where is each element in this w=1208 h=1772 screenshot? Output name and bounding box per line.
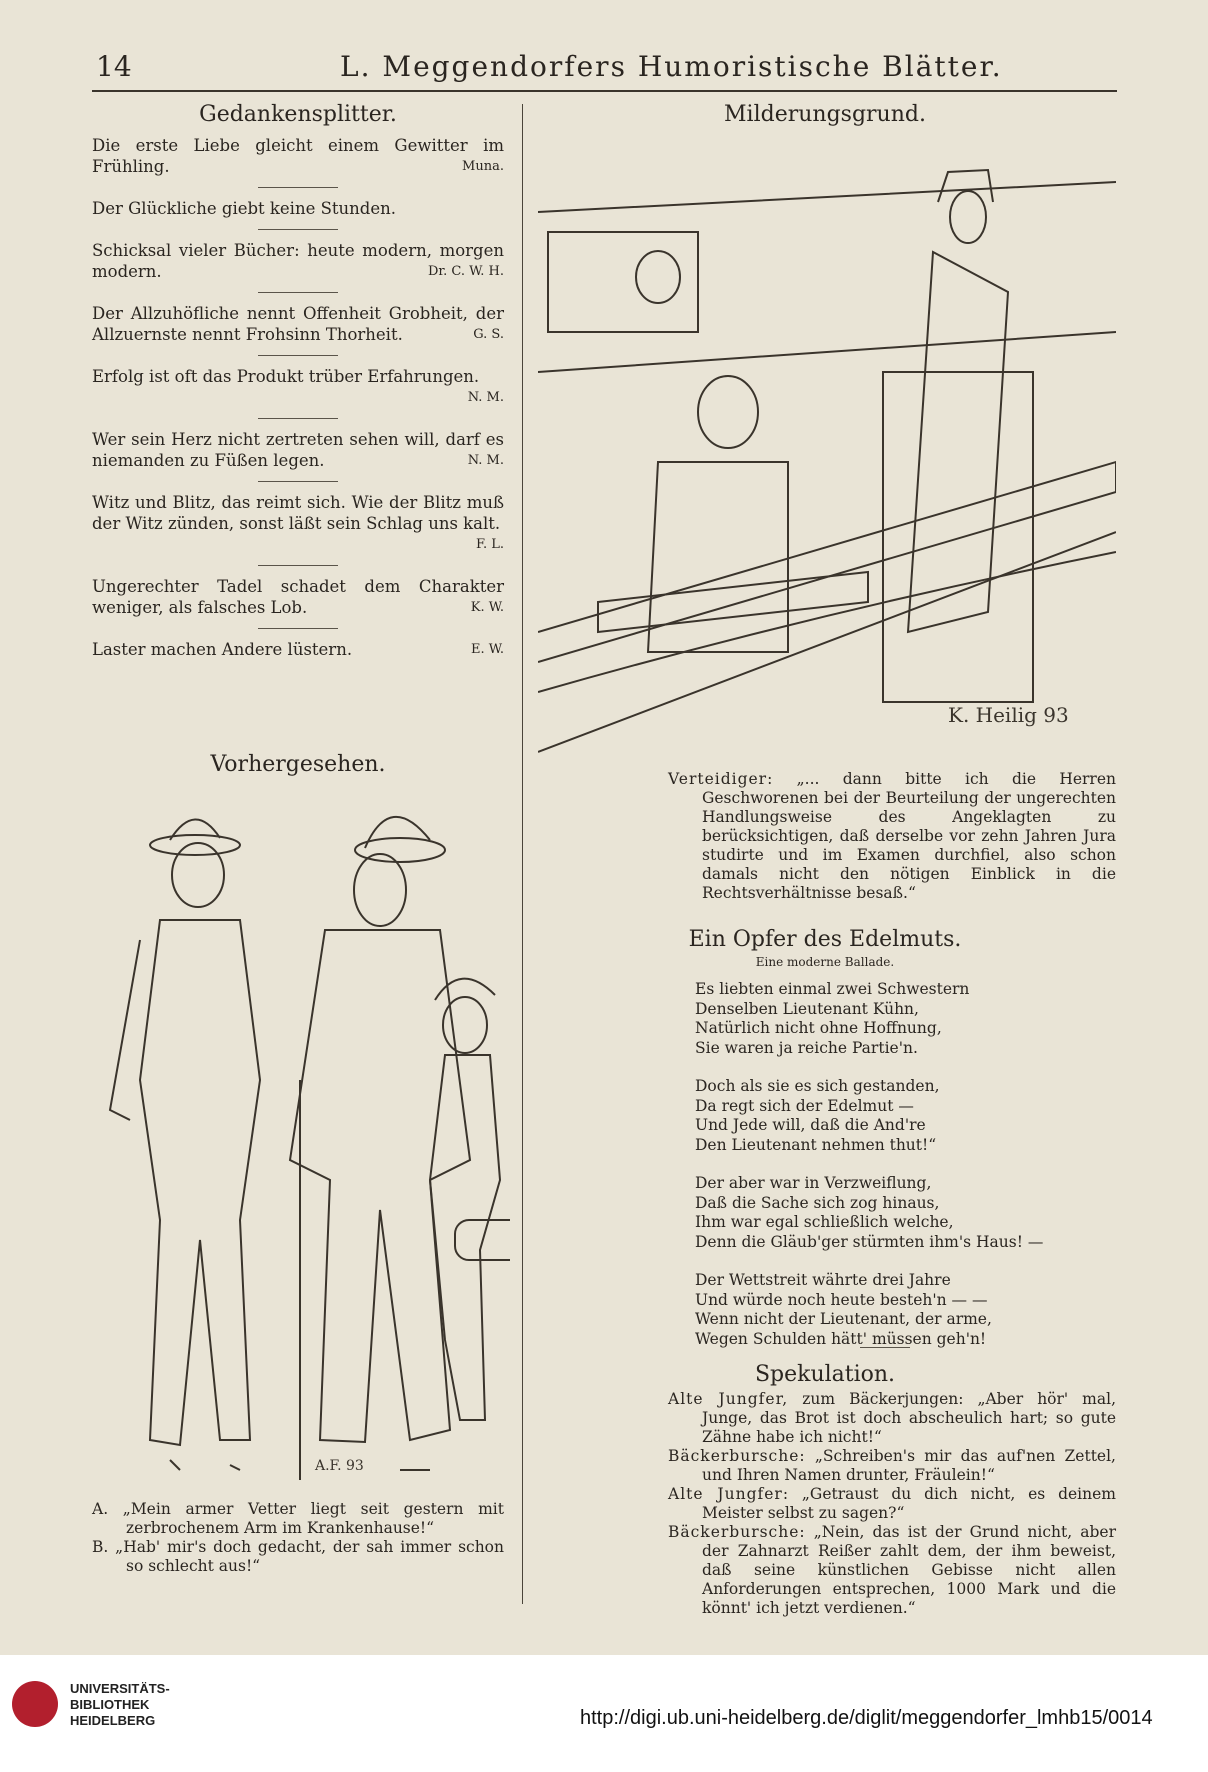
ballad-title: Ein Opfer des Edelmuts.: [688, 927, 962, 952]
library-name: UNIVERSITÄTS- BIBLIOTHEK HEIDELBERG: [70, 1681, 170, 1728]
aphorism-list: [92, 135, 504, 660]
caption-left: [92, 1500, 504, 1576]
verse-line: Ihm war egal schließlich welche,: [695, 1213, 954, 1231]
dialogue-speaker: Alte Jungfer:: [668, 1485, 790, 1503]
verse-line: Daß die Sache sich zog hinaus,: [695, 1193, 940, 1212]
dialogue-text: „Schreiben's mir das auf'nen Zettel, und Ihren Namen drunter, Fräulein!“: [702, 1447, 1116, 1484]
dialogue-line: [668, 1523, 1116, 1618]
aphorism-text: Erfolg ist oft das Produkt trüber Erfahrungen.: [92, 367, 480, 386]
cartoon-courtroom: [538, 132, 1116, 764]
aphorism-text: Laster machen Andere lüstern.: [92, 640, 353, 659]
caption-line-b: B. „Hab' mir's doch gedacht, der sah immer schon so schlecht aus!“: [92, 1538, 504, 1575]
aphorism-text: Schicksal vieler Bücher: heute modern, morgen modern.: [92, 241, 504, 281]
aphorism-author: F. L.: [475, 537, 504, 552]
aphorisms-title: Gedankensplitter.: [199, 102, 397, 127]
caption-line-a: A. „Mein armer Vetter liegt seit gestern mit zerbrochenem Arm im Krankenhause!“: [92, 1500, 504, 1537]
verse-line: Den Lieutenant nehmen thut!“: [695, 1135, 937, 1154]
dialogue-text: zum Bäckerjungen: „Aber hör' mal, Junge, das Brot ist doch abscheulich hart; so gute Zähne habe ich nicht!“: [702, 1390, 1117, 1446]
aphorism-author: N. M.: [467, 390, 504, 405]
magazine-title: L. Meggendorfers Humoristische Blätter.: [340, 50, 1003, 83]
verse-line: Denn die Gläub'ger stürmten ihm's Haus! —: [695, 1232, 1044, 1251]
aphorism-author: Muna.: [462, 159, 504, 174]
spec-title: Spekulation.: [754, 1362, 896, 1387]
verse-line: Es liebten einmal zwei Schwestern: [695, 980, 970, 998]
verse-line: Denselben Lieutenant Kühn,: [695, 999, 919, 1018]
aphorism: [92, 429, 504, 471]
cartoon-men-and-boy: [100, 780, 510, 1490]
separator: [258, 628, 338, 629]
aphorism: [92, 303, 504, 345]
aphorism: [92, 366, 504, 408]
aphorism: [92, 198, 504, 219]
aphorism: [92, 240, 504, 282]
page-number: 14: [96, 50, 132, 83]
aphorism-text: Die erste Liebe gleicht einem Gewitter im Frühling.: [92, 136, 504, 176]
verse-line: Da regt sich der Edelmut —: [695, 1096, 914, 1115]
library-seal-icon: [12, 1681, 58, 1727]
cartoon-drawing-left: [100, 780, 510, 1490]
cartoon-title-right: Milderungsgrund.: [724, 102, 926, 127]
verse-line: Natürlich nicht ohne Hoffnung,: [695, 1019, 942, 1037]
ballad-stanzas: [695, 980, 1115, 1368]
separator: [258, 481, 338, 482]
dialogue-speaker: Bäckerbursche:: [668, 1523, 806, 1541]
defender-speech: „... dann bitte ich die Herren Geschworenen bei der Beurteilung der ungerechten Handlungsweise des Angeklagten zu berücksichtigen, daß derselbe vor zehn Jahren Jura studirte und im Examen durchfiel, also schon damals nicht den nötigen Einblick in die Rechtsverhältnisse besaß.“: [702, 770, 1116, 902]
signature-right: K. Heilig 93: [948, 703, 1069, 727]
aphorisms-section: [92, 102, 504, 668]
verse-line: Der Wettstreit währte drei Jahre: [695, 1271, 951, 1289]
verse-line: Und Jede will, daß die And're: [695, 1116, 926, 1134]
aphorism-text: Der Allzuhöfliche nennt Offenheit Grobheit, der Allzuernste nennt Frohsinn Thorheit.: [92, 304, 504, 344]
aphorism: [92, 576, 504, 618]
verse-line: Wegen Schulden hätt' müssen geh'n!: [695, 1329, 987, 1348]
ornament-divider: [860, 1347, 910, 1352]
spec-dialogue: [668, 1390, 1116, 1618]
aphorism-text: Der Glückliche giebt keine Stunden.: [92, 199, 396, 218]
dialogue-line: [668, 1485, 1116, 1523]
aphorism-author: G. S.: [473, 327, 504, 342]
aphorism: [92, 492, 504, 555]
source-url[interactable]: http://digi.ub.uni-heidelberg.de/diglit/meggendorfer_lmhb15/0014: [580, 1707, 1153, 1729]
aphorism-text: Ungerechter Tadel schadet dem Charakter weniger, als falsches Lob.: [92, 577, 504, 617]
defender-speaker: Verteidiger:: [668, 770, 774, 788]
separator: [258, 292, 338, 293]
aphorism-text: Witz und Blitz, das reimt sich. Wie der Blitz muß der Witz zünden, sonst läßt sein Schlag uns kalt.: [92, 493, 504, 533]
separator: [258, 418, 338, 419]
library-footer: [0, 1655, 1208, 1772]
aphorism-author: K. W.: [470, 600, 504, 615]
ballad-subtitle: Eine moderne Ballade.: [755, 955, 895, 969]
stanza: [695, 1174, 1115, 1252]
stanza: [695, 1077, 1115, 1155]
aphorism: [92, 639, 504, 660]
separator: [258, 355, 338, 356]
dialogue-speaker: Alte Jungfer,: [668, 1390, 789, 1408]
header-rule: [92, 90, 1117, 92]
verse-line: Der aber war in Verzweiflung,: [695, 1174, 932, 1192]
aphorism-author: N. M.: [467, 453, 504, 468]
defender-caption: [668, 770, 1116, 903]
dialogue-line: [668, 1390, 1116, 1447]
aphorism-author: Dr. C. W. H.: [427, 264, 504, 279]
column-divider: [522, 104, 523, 1604]
separator: [258, 229, 338, 230]
stanza: [695, 1271, 1115, 1349]
aphorism: [92, 135, 504, 177]
dialogue-text: „Getraust du dich nicht, es deinem Meister selbst zu sagen?“: [702, 1485, 1116, 1522]
signature-left: A.F. 93: [315, 1458, 364, 1474]
dialogue-text: „Nein, das ist der Grund nicht, aber der Zahnarzt Reißer zahlt dem, der ihm beweist, daß seine künstlichen Gebisse nicht allen Anforderungen entsprechen, 1000 Mark und die könnt' ich jetzt verdienen.“: [702, 1523, 1117, 1617]
aphorism-text: Wer sein Herz nicht zertreten sehen will, darf es niemanden zu Füßen legen.: [92, 430, 504, 470]
dialogue-line: [668, 1447, 1116, 1485]
aphorism-author: E. W.: [471, 642, 504, 657]
cartoon-drawing-right: [538, 132, 1116, 764]
separator: [258, 187, 338, 188]
dialogue-speaker: Bäckerbursche:: [668, 1447, 806, 1465]
verse-line: Sie waren ja reiche Partie'n.: [695, 1038, 918, 1057]
verse-line: Doch als sie es sich gestanden,: [695, 1077, 940, 1095]
verse-line: Wenn nicht der Lieutenant, der arme,: [695, 1310, 992, 1328]
separator: [258, 565, 338, 566]
cartoon-title-left: Vorhergesehen.: [210, 752, 386, 777]
stanza: [695, 980, 1115, 1058]
verse-line: Und würde noch heute besteh'n — —: [695, 1290, 988, 1309]
